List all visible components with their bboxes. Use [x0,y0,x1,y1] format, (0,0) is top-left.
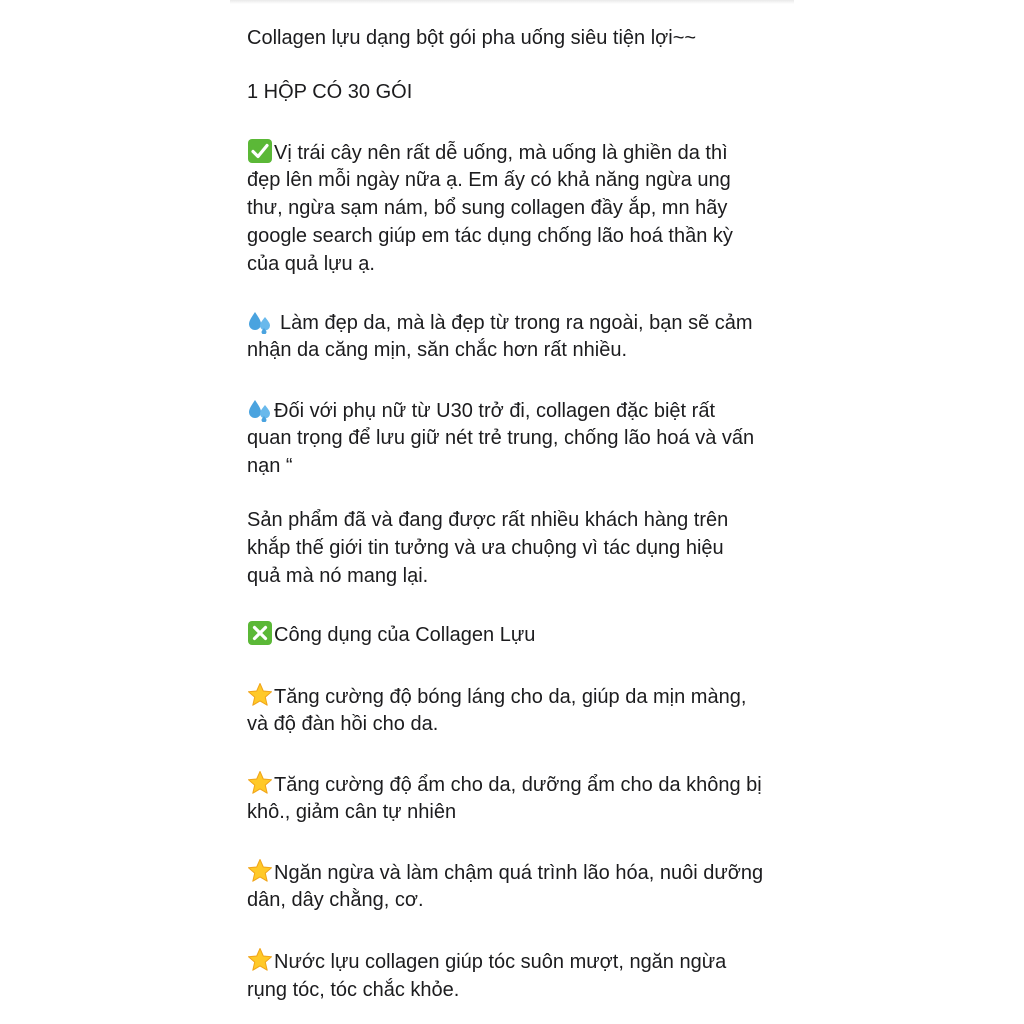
star-icon [247,682,273,708]
benefit-item-4: Nước lựu collagen giúp tóc suôn mượt, ngăn ngừa [247,947,726,976]
star-icon [247,858,273,884]
sweat-droplets-icon [247,396,273,422]
text-line: nhận da căng mịn, săn chắc hơn rất nhiều. [247,339,628,361]
text-line-women: Đối với phụ nữ từ U30 trở đi, collagen đặc biệt rất [247,396,715,425]
text-line: và độ đàn hồi cho da. [247,713,439,735]
text-line: quan trọng để lưu giữ nét trẻ trung, chống lão hoá và vấn [247,427,755,449]
text-line: nạn “ [247,455,293,477]
star-icon [247,770,273,796]
text-line: của quả lựu ạ. [247,253,375,275]
text-line: rụng tóc, tóc chắc khỏe. [247,979,460,1001]
text-line-intro: Collagen lựu dạng bột gói pha uống siêu tiện lợi~~ [247,27,697,49]
benefit-item-3: Ngăn ngừa và làm chậm quá trình lão hóa, nuôi dưỡng [247,858,763,887]
text-line-taste: Vị trái cây nên rất dễ uống, mà uống là ghiền da thì [247,138,728,167]
text-line-box-count: 1 HỘP CÓ 30 GÓI [247,81,413,103]
check-mark-icon [247,138,273,164]
section-heading-uses: Công dụng của Collagen Lựu [247,620,535,649]
text-line: đẹp lên mỗi ngày nữa ạ. Em ấy có khả năng ngừa ung [247,169,731,191]
text-line-beauty: Làm đẹp da, mà là đẹp từ trong ra ngoài, bạn sẽ cảm [247,308,753,337]
text-line: quả mà nó mang lại. [247,565,429,587]
benefit-item-2: Tăng cường độ ẩm cho da, dưỡng ẩm cho da không bị [247,770,762,799]
sweat-droplets-icon [247,308,273,334]
star-icon [247,947,273,973]
text-line: khô., giảm cân tự nhiên [247,801,457,823]
text-line: dân, dây chằng, cơ. [247,889,424,911]
top-divider [230,0,794,4]
text-line-trust: Sản phẩm đã và đang được rất nhiều khách hàng trên [247,509,729,531]
text-line: khắp thế giới tin tưởng và ưa chuộng vì tác dụng hiệu [247,537,724,559]
text-line: google search giúp em tác dụng chống lão hoá thần kỳ [247,225,733,247]
cross-mark-icon [247,620,273,646]
text-line: thư, ngừa sạm nám, bổ sung collagen đầy ắp, mn hãy [247,197,728,219]
benefit-item-1: Tăng cường độ bóng láng cho da, giúp da mịn màng, [247,682,746,711]
